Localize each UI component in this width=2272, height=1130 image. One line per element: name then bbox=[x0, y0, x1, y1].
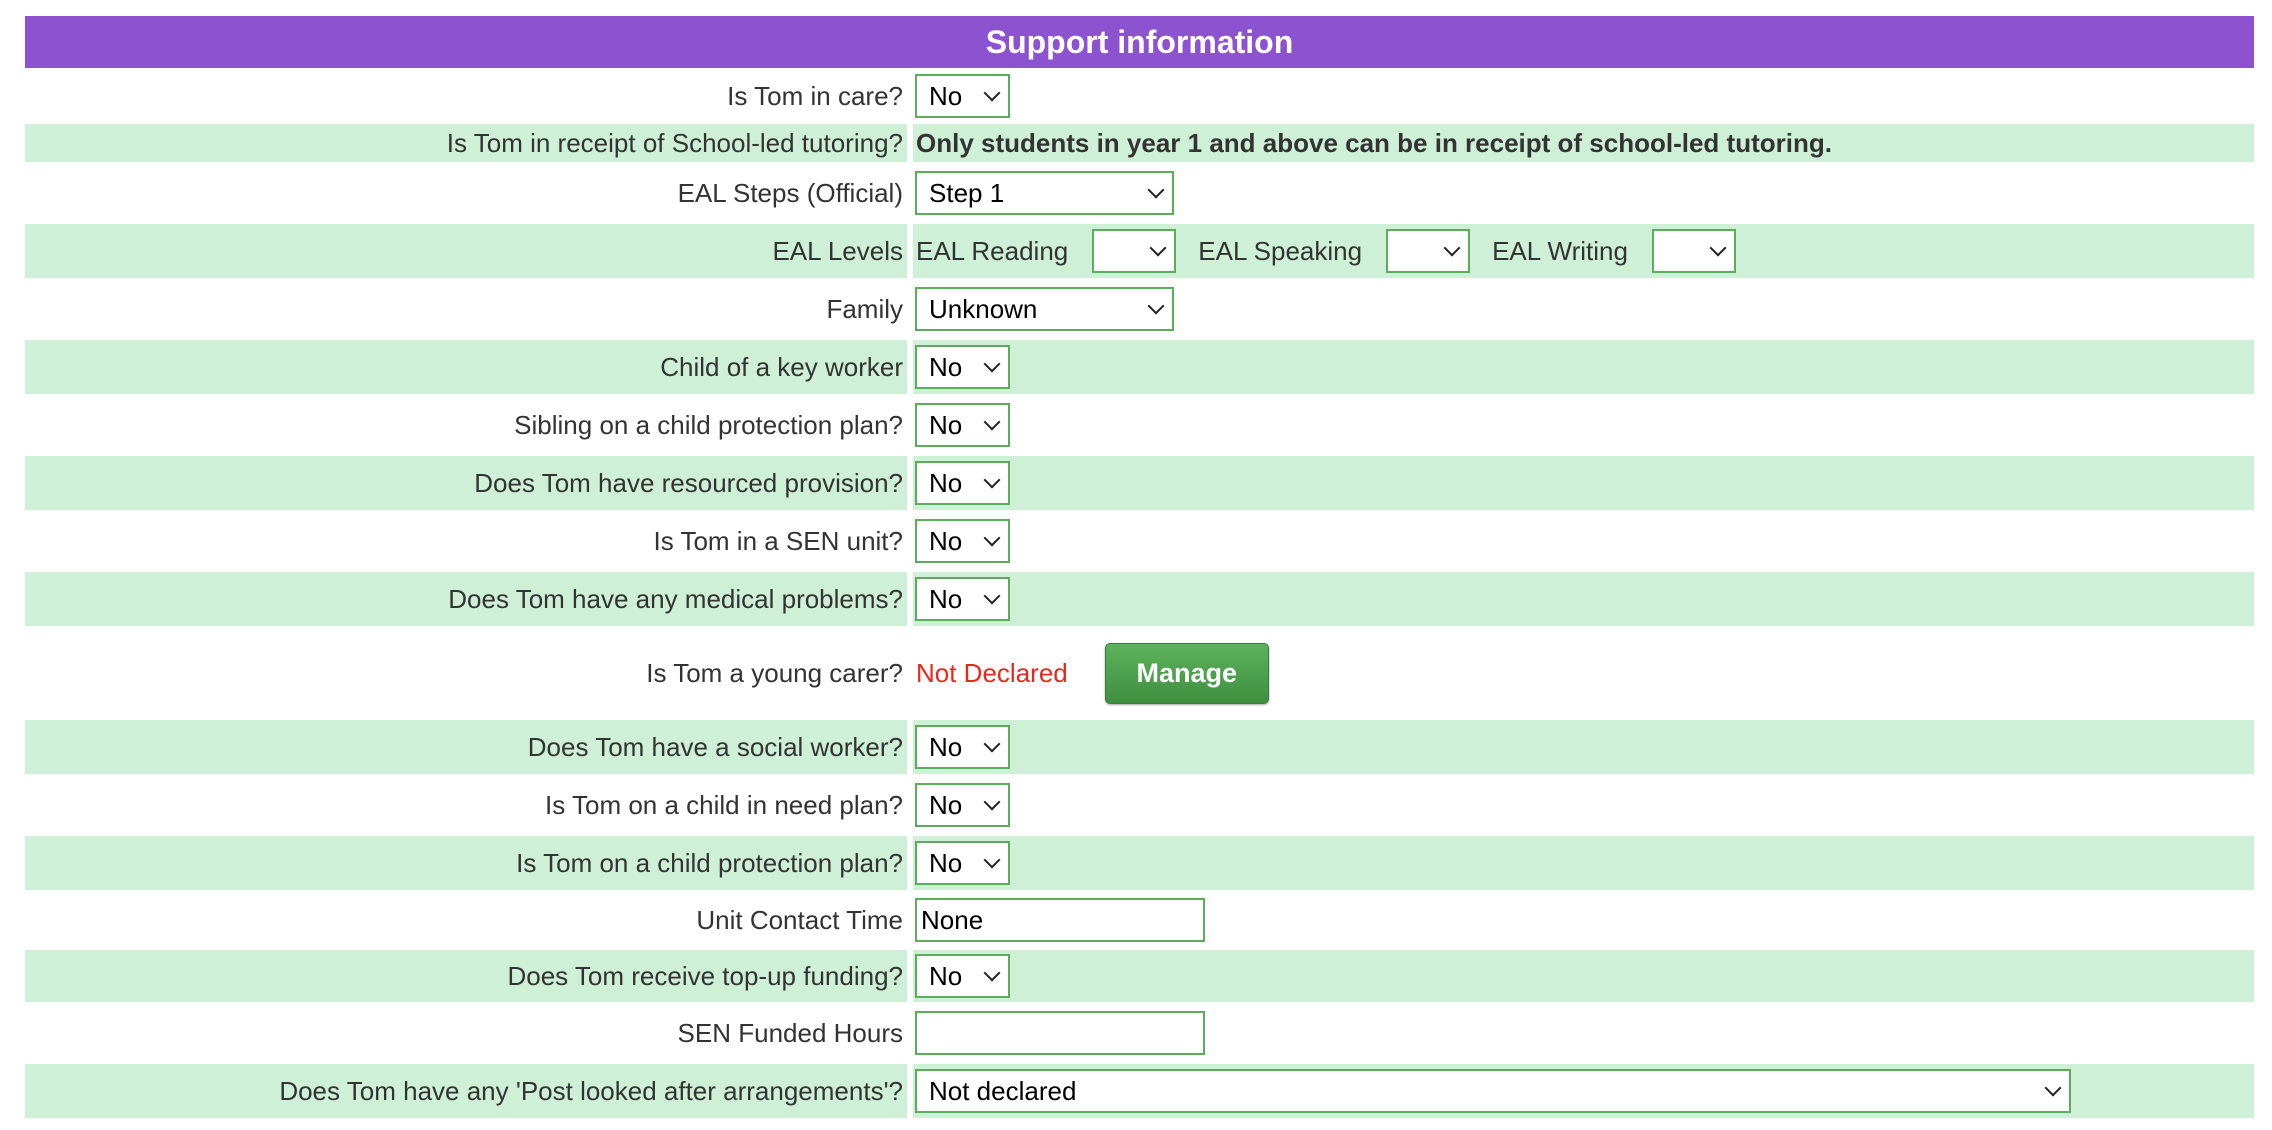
eal-steps-select[interactable]: Step 1 bbox=[915, 171, 1174, 215]
row-sibling-cp bbox=[25, 398, 2254, 452]
section-header: Support information bbox=[25, 16, 2254, 68]
manage-button[interactable]: Manage bbox=[1105, 643, 1269, 704]
chevron-down-icon bbox=[984, 965, 1001, 982]
sibling-cp-select[interactable]: No bbox=[915, 403, 1010, 447]
chevron-down-icon bbox=[1148, 182, 1165, 199]
eal-writing-select[interactable] bbox=[1652, 229, 1736, 273]
sibling-cp-label: Sibling on a child protection plan? bbox=[514, 409, 903, 440]
row-eal-steps bbox=[25, 166, 2254, 220]
post-lac-select[interactable]: Not declared bbox=[915, 1069, 2071, 1113]
child-in-need-label: Is Tom on a child in need plan? bbox=[545, 789, 903, 820]
eal-reading-select[interactable] bbox=[1092, 229, 1176, 273]
row-eal-levels bbox=[25, 224, 2254, 278]
resourced-provision-select[interactable]: No bbox=[915, 461, 1010, 505]
resourced-provision-label: Does Tom have resourced provision? bbox=[25, 456, 907, 510]
sen-hours-label: SEN Funded Hours bbox=[677, 1017, 903, 1048]
chevron-down-icon bbox=[984, 85, 1001, 102]
young-carer-label: Is Tom a young carer? bbox=[646, 657, 903, 688]
medical-select[interactable]: No bbox=[915, 577, 1010, 621]
tutoring-note: Only students in year 1 and above can be in receipt of school-led tutoring. bbox=[916, 127, 1832, 158]
top-up-label: Does Tom receive top-up funding? bbox=[25, 950, 907, 1002]
eal-speaking-label: EAL Speaking bbox=[1198, 235, 1363, 266]
eal-speaking-select[interactable] bbox=[1386, 229, 1470, 273]
key-worker-label: Child of a key worker bbox=[25, 340, 907, 394]
eal-reading-label: EAL Reading bbox=[916, 235, 1069, 266]
row-sen-hours bbox=[25, 1006, 2254, 1060]
eal-writing-label: EAL Writing bbox=[1492, 235, 1628, 266]
sen-hours-input[interactable] bbox=[915, 1011, 1205, 1055]
in-care-select[interactable]: No bbox=[915, 74, 1010, 118]
row-unit-contact bbox=[25, 894, 2254, 946]
row-in-care bbox=[25, 72, 2254, 120]
row-family bbox=[25, 282, 2254, 336]
chevron-down-icon bbox=[984, 530, 1001, 547]
row-key-worker bbox=[25, 340, 2254, 394]
row-young-carer bbox=[25, 630, 2254, 716]
chevron-down-icon bbox=[1148, 298, 1165, 315]
sen-unit-select[interactable]: No bbox=[915, 519, 1010, 563]
row-social-worker bbox=[25, 720, 2254, 774]
young-carer-status: Not Declared bbox=[916, 657, 1068, 688]
unit-contact-label: Unit Contact Time bbox=[696, 904, 903, 935]
social-worker-select[interactable]: No bbox=[915, 725, 1010, 769]
chevron-down-icon bbox=[984, 588, 1001, 605]
row-top-up bbox=[25, 950, 2254, 1002]
eal-steps-label: EAL Steps (Official) bbox=[677, 177, 903, 208]
unit-contact-input[interactable]: None bbox=[915, 898, 1205, 942]
row-child-protection bbox=[25, 836, 2254, 890]
child-protection-select[interactable]: No bbox=[915, 841, 1010, 885]
social-worker-label: Does Tom have a social worker? bbox=[25, 720, 907, 774]
chevron-down-icon bbox=[984, 736, 1001, 753]
support-information-panel bbox=[25, 16, 2254, 1118]
row-sen-unit bbox=[25, 514, 2254, 568]
chevron-down-icon bbox=[1444, 240, 1461, 257]
tutoring-label: Is Tom in receipt of School-led tutoring? bbox=[25, 124, 907, 162]
row-medical bbox=[25, 572, 2254, 626]
family-label: Family bbox=[826, 293, 903, 324]
medical-label: Does Tom have any medical problems? bbox=[25, 572, 907, 626]
child-protection-label: Is Tom on a child protection plan? bbox=[25, 836, 907, 890]
key-worker-select[interactable]: No bbox=[915, 345, 1010, 389]
row-child-in-need bbox=[25, 778, 2254, 832]
child-in-need-select[interactable]: No bbox=[915, 783, 1010, 827]
top-up-select[interactable]: No bbox=[915, 954, 1010, 998]
chevron-down-icon bbox=[984, 414, 1001, 431]
post-lac-label: Does Tom have any 'Post looked after arrangements'? bbox=[25, 1064, 907, 1118]
row-resourced-provision bbox=[25, 456, 2254, 510]
sen-unit-label: Is Tom in a SEN unit? bbox=[653, 525, 903, 556]
row-post-lac bbox=[25, 1064, 2254, 1118]
in-care-label: Is Tom in care? bbox=[727, 80, 903, 111]
chevron-down-icon bbox=[984, 472, 1001, 489]
eal-levels-label: EAL Levels bbox=[25, 224, 907, 278]
chevron-down-icon bbox=[984, 356, 1001, 373]
chevron-down-icon bbox=[1709, 240, 1726, 257]
chevron-down-icon bbox=[984, 794, 1001, 811]
row-tutoring bbox=[25, 124, 2254, 162]
chevron-down-icon bbox=[2045, 1080, 2062, 1097]
chevron-down-icon bbox=[984, 852, 1001, 869]
chevron-down-icon bbox=[1150, 240, 1167, 257]
family-select[interactable]: Unknown bbox=[915, 287, 1174, 331]
